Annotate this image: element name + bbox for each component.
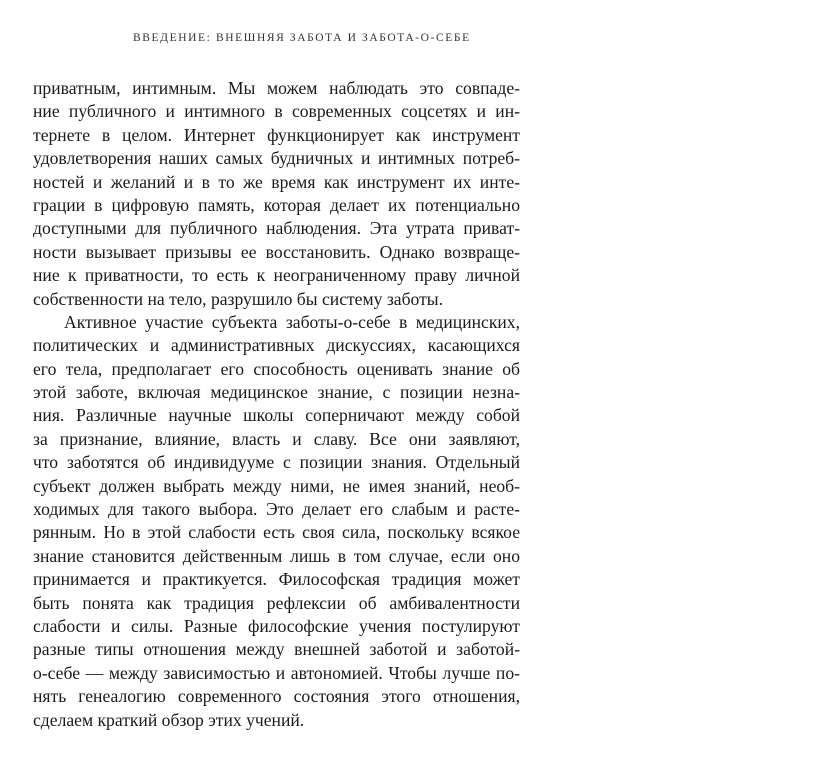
text-line: ходимых для такого выбора. Это делает его слабым и расте- [33, 499, 520, 520]
text-line: разные типы отношения между внешней заботой и заботой- [33, 639, 520, 660]
text-line: ностей и желаний и в то же время как инструмент их инте- [33, 171, 520, 192]
text-line: субъект должен выбрать между ними, не имея знаний, необ- [33, 475, 520, 496]
text-line: быть понята как традиция рефлексии об амбивалентности [33, 592, 520, 613]
text-line: что заботятся об индивидууме с позиции знания. Отдельный [33, 452, 520, 473]
text-line: ния. Различные научные школы соперничают между собой [33, 405, 520, 426]
running-head: ВВЕДЕНИЕ: ВНЕШНЯЯ ЗАБОТА И ЗАБОТА-О-СЕБЕ [133, 32, 471, 44]
text-line: доступными для публичного наблюдения. Эта утрата приват- [33, 218, 520, 239]
text-line: грации в цифровую память, которая делает их потенциально [33, 194, 520, 215]
text-line: сделаем краткий обзор этих учений. [33, 709, 305, 730]
text-line: о-себе — между зависимостью и автономией. Чтобы лучше по- [33, 662, 520, 683]
text-line: знание становится действенным лишь в том случае, если оно [33, 545, 520, 566]
text-line: слабости и силы. Разные философские учения постулируют [33, 615, 520, 636]
text-line: Активное участие субъекта заботы-о-себе в медицинских, [64, 311, 520, 332]
body-text [33, 77, 520, 732]
text-line: его тела, предполагает его способность оценивать знание об [33, 358, 520, 379]
text-line: нять генеалогию современного состояния этого отношения, [33, 686, 520, 707]
text-line: ности вызывает призывы ее восстановить. Однако возвраще- [33, 241, 520, 262]
text-line: собственности на тело, разрушило бы систему заботы. [33, 288, 444, 309]
text-line: принимается и практикуется. Философская традиция может [33, 569, 520, 590]
text-line: ние публичного и интимного в современных соцсетях и ин- [33, 101, 520, 122]
text-line: за признание, влияние, власть и славу. Все они заявляют, [33, 428, 520, 449]
text-line: политических и административных дискуссиях, касающихся [33, 335, 520, 356]
text-line: удовлетворения наших самых будничных и интимных потреб- [33, 148, 520, 169]
text-line: ние к приватности, то есть к неограниченному праву личной [33, 265, 520, 286]
text-line: этой заботе, включая медицинское знание, с позиции незна- [33, 382, 520, 403]
text-line: рянным. Но в этой слабости есть своя сила, поскольку всякое [33, 522, 520, 543]
text-line: тернете в целом. Интернет функционирует как инструмент [33, 124, 520, 145]
text-line: приватным, интимным. Мы можем наблюдать это совпаде- [33, 78, 520, 98]
paragraph-1 [33, 77, 520, 311]
paragraph-2 [33, 311, 520, 732]
